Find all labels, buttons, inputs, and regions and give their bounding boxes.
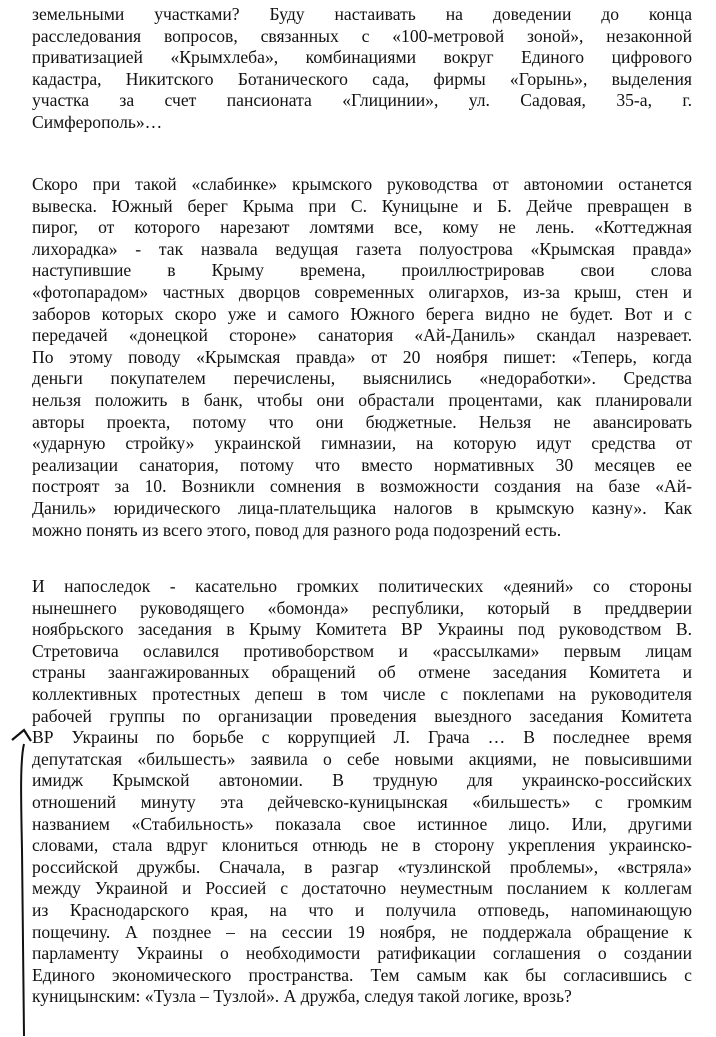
text-line: рабочей группы по организации проведения выездного заседания Комитета — [32, 705, 692, 726]
text-line: наступившие в Крыму времена, проиллюстрировав свои слова — [32, 260, 692, 281]
text-line: деньги покупателем перечислены, выяснились «недоработки». Средства — [32, 368, 692, 389]
text-line: депутатская «бильшесть» заявила о себе новыми акциями, не повысившими — [32, 748, 692, 769]
text-line: «ударную стройку» украинской гимназии, на которую идут средства от — [32, 433, 692, 454]
paragraph-2 — [32, 174, 692, 541]
text-line: между Украиной и Россией с достаточно неуместным посланием к коллегам — [32, 878, 692, 899]
text-line: нынешнего руководящего «бомонда» республики, который в преддверии — [32, 597, 692, 618]
text-line: Симферополь»… — [32, 111, 163, 132]
text-line: По этому поводу «Крымская правда» от 20 ноября пишет: «Теперь, когда — [32, 346, 692, 367]
text-line: ноябрьского заседания в Крыму Комитета ВР Украины под руководством В. — [32, 619, 692, 640]
text-line: Единого экономического пространства. Тем самым как бы согласившись с — [32, 964, 692, 985]
paragraph-1 — [32, 4, 692, 134]
text-line: реализации санатория, потому что вместо нормативных 30 месяцев ее — [32, 454, 692, 475]
text-line: «фотопарадом» частных дворцов современных олигархов, из-за крыш, стен и — [32, 281, 692, 302]
text-line: расследования вопросов, связанных с «100-метровой зоной», незаконной — [32, 25, 692, 46]
text-line: построят за 10. Возникли сомнения в возможности создания на базе «Ай- — [32, 476, 692, 497]
text-line: пощечину. А позднее – на сессии 19 ноября, не поддержала обращение к — [32, 921, 692, 942]
text-line: участка за счет пансионата «Глицинии», ул. Садовая, 35-а, г. — [32, 90, 692, 111]
margin-stroke — [21, 744, 24, 1036]
paragraph-3 — [32, 576, 692, 1008]
text-line: можно понять из всего этого, повод для разного рода подозрений есть. — [32, 519, 562, 540]
text-line: нельзя положить в банк, чтобы они обрастали процентами, как планировали — [32, 389, 692, 410]
text-line: Даниль» юридического лица-плательщика налогов в крымскую казну». Как — [32, 497, 692, 518]
arrowhead-icon — [12, 730, 31, 741]
text-line: куницынским: «Тузла – Тузлой». А дружба, следуя такой логике, врозь? — [32, 986, 572, 1007]
text-line: страны заангажированных обращений об отмене заседания Комитета и — [32, 662, 692, 683]
text-line: из Краснодарского края, на что и получила отповедь, напоминающую — [32, 899, 692, 920]
text-line: заборов которых скоро уже и самого Южного берега видно не будет. Вот и с — [32, 303, 692, 324]
text-line: ВР Украины по борьбе с коррупцией Л. Грача … В последнее время — [32, 727, 692, 748]
text-line: Стретовича ославился противоборством и «рассылками» первым лицам — [32, 640, 692, 661]
text-line: И напоследок - касательно громких политических «деяний» со стороны — [32, 576, 692, 596]
text-line: приватизацией «Крымхлеба», комбинациями вокруг Единого цифрового — [32, 47, 692, 68]
text-line: передачей «донецкой стороне» санатория «Ай-Даниль» скандал назревает. — [32, 325, 692, 346]
text-line: авторы проекта, потому что они бюджетные. Нельзя не авансировать — [32, 411, 692, 432]
text-line: отношений минуту эта дейчевско-куницынская «бильшесть» с громким — [32, 791, 692, 812]
text-line: земельными участками? Буду настаивать на доведении до конца — [32, 4, 692, 24]
text-line: имидж Крымской автономии. В трудную для украинско-российских — [32, 770, 692, 791]
text-line: названием «Стабильность» показала свое истинное лицо. Или, другими — [32, 813, 692, 834]
text-line: кадастра, Никитского Ботанического сада, фирмы «Горынь», выделения — [32, 68, 692, 89]
text-line: пирог, от которого нарезают ломтями все, кому не лень. «Коттеджная — [32, 217, 692, 238]
text-line: словами, стала вдруг клониться отнюдь не в сторону укрепления украинско- — [32, 835, 692, 856]
text-line: парламенту Украины о необходимости ратификации соглашения о создании — [32, 943, 692, 964]
text-line: лихорадка» - так назвала ведущая газета полуострова «Крымская правда» — [32, 238, 692, 259]
text-line: вывеска. Южный берег Крыма при С. Куницыне и Б. Дейче превращен в — [32, 195, 692, 216]
text-line: российской дружбы. Сначала, в разгар «тузлинской проблемы», «встряла» — [32, 856, 692, 877]
text-line: Скоро при такой «слабинке» крымского руководства от автономии останется — [32, 174, 692, 194]
text-line: коллективных протестных депеш в том числе с поклепами на руководителя — [32, 683, 692, 704]
